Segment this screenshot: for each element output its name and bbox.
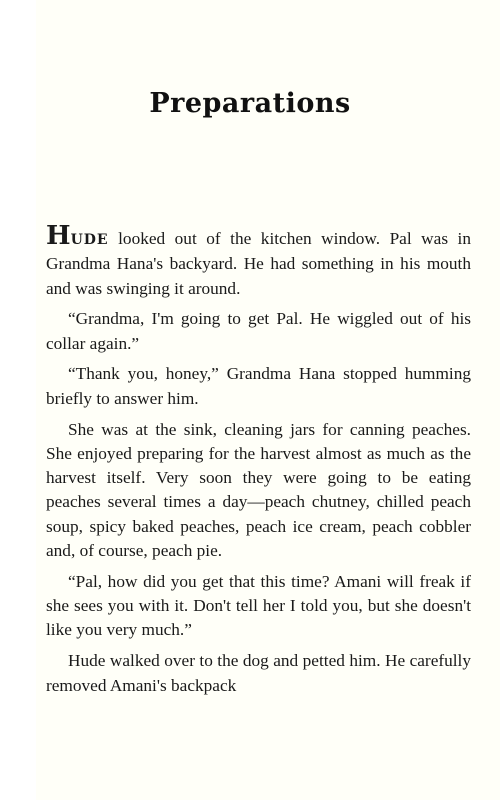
dropcap-word bbox=[46, 221, 109, 251]
chapter-title: Preparations bbox=[149, 88, 351, 119]
dropcap-letter: H bbox=[46, 221, 71, 251]
paragraph-6: Hude walked over to the dog and petted him. He carefully removed Amani's backpack bbox=[46, 651, 471, 695]
dropcap-rest: UDE bbox=[70, 232, 109, 248]
paragraph-1-text: looked out of the kitchen window. Pal was in Grandma Hana's backyard. He had something in his mouth and was swinging it around. bbox=[46, 229, 471, 298]
paragraph-5: “Pal, how did you get that this time? Amani will freak if she sees you with it. Don't tell her I told you, but she doesn't like you very much.” bbox=[46, 571, 471, 640]
paragraph-2: “Grandma, I'm going to get Pal. He wiggled out of his collar again.” bbox=[46, 309, 471, 353]
paragraph-3: “Thank you, honey,” Grandma Hana stopped humming briefly to answer him. bbox=[46, 364, 471, 408]
paragraph-4: She was at the sink, cleaning jars for canning peaches. She enjoyed preparing for the harvest almost as much as the harvest itself. Very soon they were going to be eating peaches several times a day—peach chutney, chilled peach soup, spicy baked peaches, peach ice cream, peach cobbler and, of course, peach pie. bbox=[46, 419, 471, 561]
chapter-body bbox=[46, 221, 471, 704]
paragraph-1 bbox=[46, 221, 471, 301]
